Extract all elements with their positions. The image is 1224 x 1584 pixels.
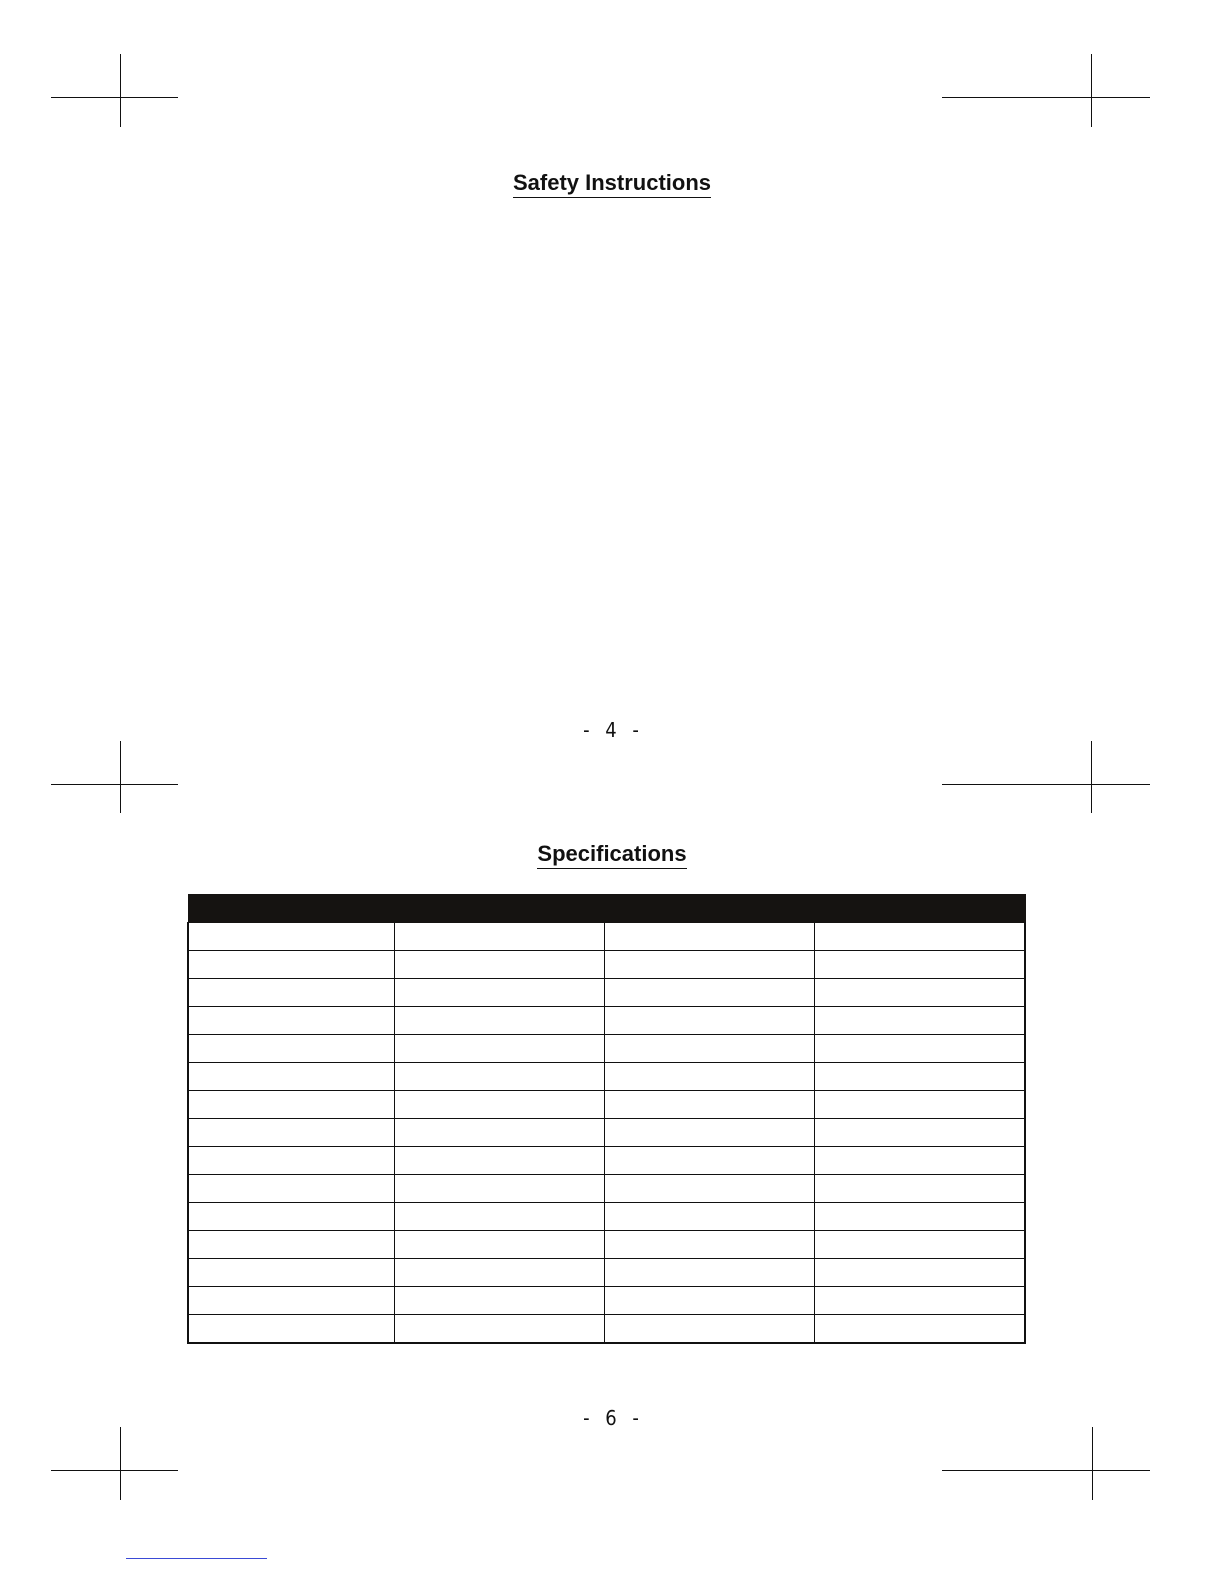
table-cell [188, 1091, 394, 1119]
crop-mark [120, 741, 121, 813]
table-row [188, 951, 1025, 979]
page-number-top: - 4 - [583, 718, 641, 742]
table-cell [604, 1035, 814, 1063]
crop-mark [51, 97, 178, 98]
table-cell [394, 1175, 604, 1203]
table-row [188, 1175, 1025, 1203]
table-header-cell [394, 895, 604, 923]
table-cell [814, 1315, 1025, 1344]
table-row [188, 1035, 1025, 1063]
table-cell [188, 1315, 394, 1344]
table-cell [604, 1119, 814, 1147]
crop-mark [1091, 741, 1092, 813]
table-cell [814, 1007, 1025, 1035]
table-cell [604, 1007, 814, 1035]
table-row [188, 1119, 1025, 1147]
table-row [188, 1231, 1025, 1259]
safety-instructions-title-text: Safety Instructions [513, 170, 711, 198]
table-cell [394, 1203, 604, 1231]
table-cell [394, 1315, 604, 1344]
table-cell [394, 1231, 604, 1259]
table-cell [188, 1287, 394, 1315]
table-cell [188, 1007, 394, 1035]
table-cell [394, 1091, 604, 1119]
table-cell [188, 1063, 394, 1091]
table-cell [394, 1287, 604, 1315]
table-cell [188, 1231, 394, 1259]
table-cell [188, 1203, 394, 1231]
table-cell [394, 951, 604, 979]
table-cell [188, 923, 394, 951]
table-header-row [188, 895, 1025, 923]
table-cell [814, 1259, 1025, 1287]
table-cell [188, 951, 394, 979]
crop-mark [942, 1470, 1150, 1471]
table-header-cell [188, 895, 394, 923]
table-cell [394, 1259, 604, 1287]
crop-mark [51, 1470, 178, 1471]
table-cell [394, 1035, 604, 1063]
table-row [188, 1287, 1025, 1315]
table-row [188, 1203, 1025, 1231]
table-header-cell [814, 895, 1025, 923]
table-row [188, 1007, 1025, 1035]
table-cell [814, 923, 1025, 951]
crop-mark [1091, 54, 1092, 127]
table-cell [394, 979, 604, 1007]
table-cell [604, 951, 814, 979]
table-cell [394, 1063, 604, 1091]
crop-mark [120, 54, 121, 127]
crop-mark [942, 97, 1150, 98]
table-row [188, 1147, 1025, 1175]
table-row [188, 1091, 1025, 1119]
table-cell [814, 1035, 1025, 1063]
safety-instructions-title [0, 170, 1224, 198]
footer-underline [126, 1558, 267, 1559]
table-cell [394, 1119, 604, 1147]
table-cell [604, 1063, 814, 1091]
page-number-bottom: - 6 - [583, 1406, 641, 1430]
specifications-title-text: Specifications [537, 841, 686, 869]
table-row [188, 923, 1025, 951]
table-cell [814, 1203, 1025, 1231]
table-cell [814, 1091, 1025, 1119]
table-cell [604, 1175, 814, 1203]
table-body [188, 923, 1025, 1344]
table-cell [604, 1287, 814, 1315]
table-cell [814, 1147, 1025, 1175]
table-row [188, 1063, 1025, 1091]
table-cell [814, 1119, 1025, 1147]
table-cell [604, 979, 814, 1007]
specifications-title [0, 841, 1224, 869]
table-row [188, 979, 1025, 1007]
specifications-table [187, 894, 1026, 1344]
table-cell [814, 1287, 1025, 1315]
table-cell [394, 1007, 604, 1035]
table-row [188, 1315, 1025, 1344]
table-cell [814, 979, 1025, 1007]
table-cell [604, 1091, 814, 1119]
table-cell [394, 923, 604, 951]
table-cell [188, 1175, 394, 1203]
table-cell [604, 1231, 814, 1259]
table-row [188, 1259, 1025, 1287]
table-cell [188, 1259, 394, 1287]
table-cell [188, 979, 394, 1007]
table-cell [188, 1119, 394, 1147]
table-cell [394, 1147, 604, 1175]
table-cell [814, 951, 1025, 979]
table-cell [604, 1315, 814, 1344]
table-cell [604, 1147, 814, 1175]
crop-mark [1092, 1427, 1093, 1500]
table-header-cell [604, 895, 814, 923]
crop-mark [120, 1427, 121, 1500]
table-cell [188, 1147, 394, 1175]
table-cell [604, 1203, 814, 1231]
table-cell [604, 923, 814, 951]
table-cell [814, 1063, 1025, 1091]
crop-mark [942, 784, 1150, 785]
crop-mark [51, 784, 178, 785]
table-cell [814, 1231, 1025, 1259]
table-cell [188, 1035, 394, 1063]
table-cell [604, 1259, 814, 1287]
table-cell [814, 1175, 1025, 1203]
